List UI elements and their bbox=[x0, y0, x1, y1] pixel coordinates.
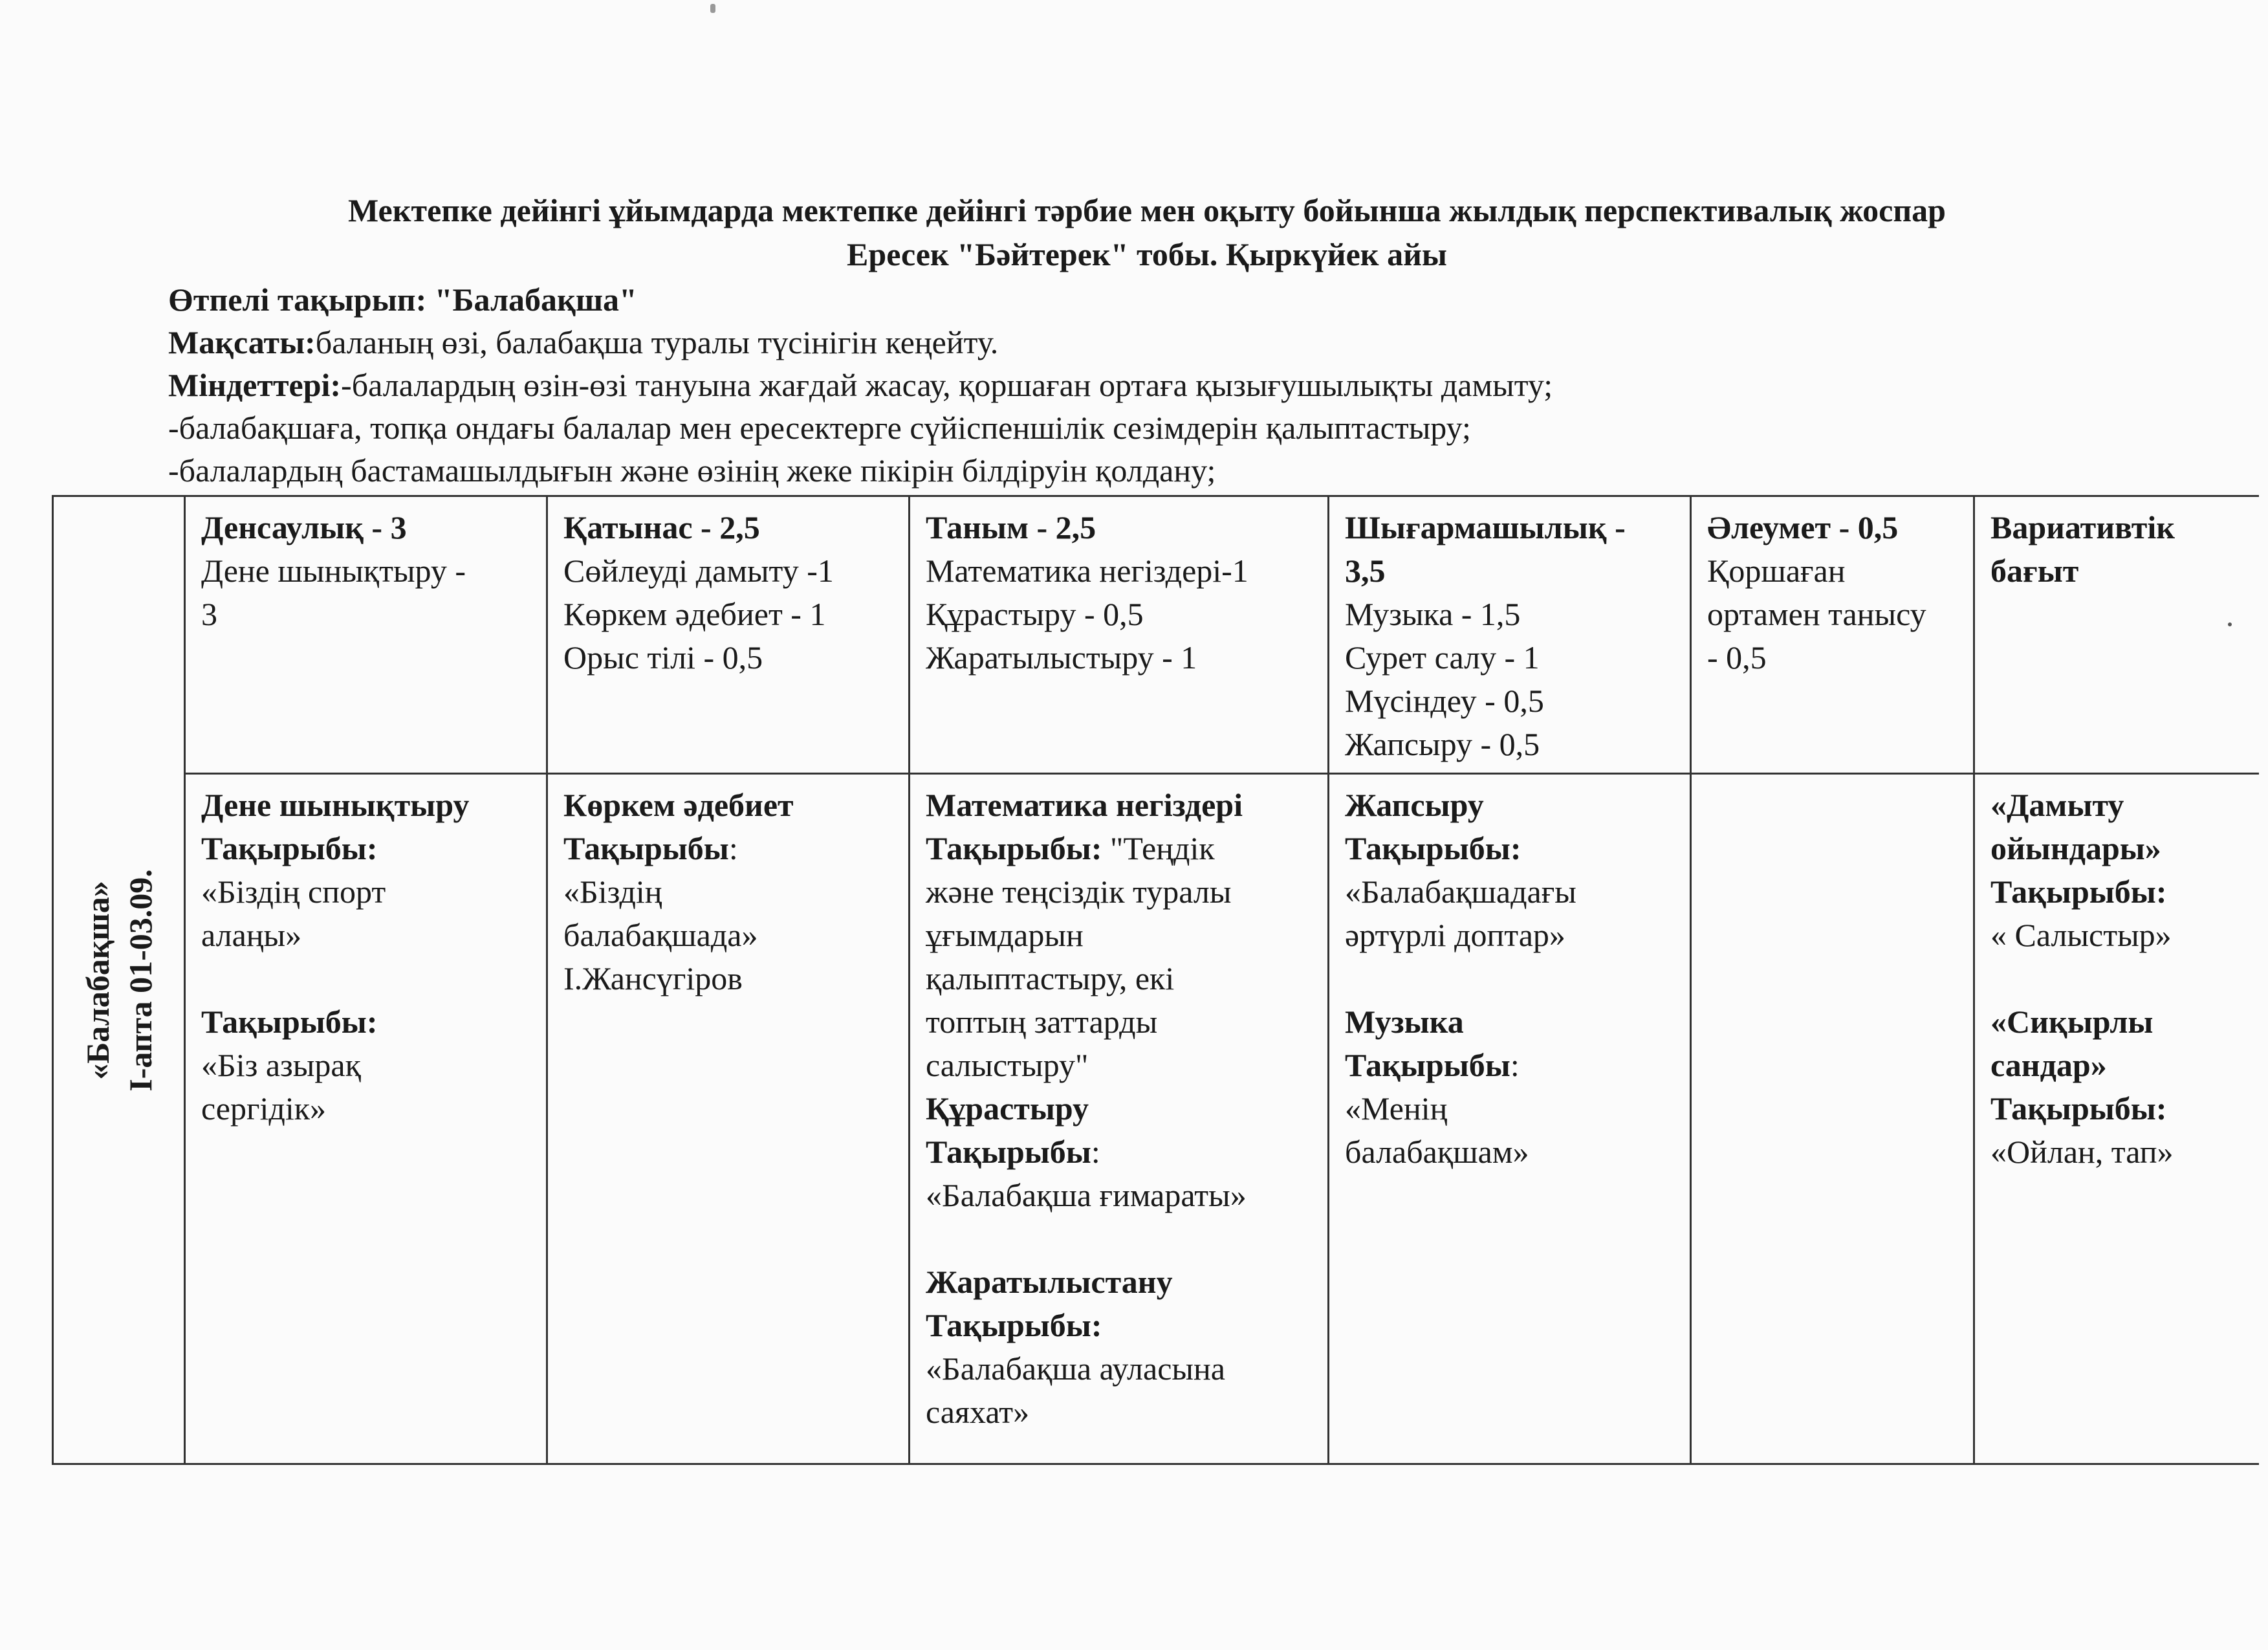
topic-value-cont: балабақшам» bbox=[1345, 1134, 1529, 1170]
topic-value: «Балабақша ғимараты» bbox=[926, 1177, 1247, 1213]
area-health-title: Денсаулық - 3 bbox=[201, 509, 407, 545]
topic-value-cont: алаңы» bbox=[201, 917, 302, 953]
topic-value: «Менің bbox=[1345, 1090, 1448, 1127]
topic-label: Тақырыбы: bbox=[1990, 1090, 2167, 1127]
topic-label: Тақырыбы: bbox=[1345, 830, 1521, 866]
task-2: -балабақшаға, топқа ондағы балалар мен ересектерге сүйіспеншілік сезімдерін қалыптастыру; bbox=[168, 410, 1471, 446]
topic-label: Тақырыбы: bbox=[201, 830, 378, 866]
topic-value-cont: саяхат» bbox=[926, 1394, 1030, 1430]
topic-value-cont: топтың заттарды bbox=[926, 1004, 1158, 1040]
topic-value: « Салыстыр» bbox=[1990, 917, 2172, 953]
topic-value: «Біз азырақ bbox=[201, 1047, 361, 1083]
area-health-item: Дене шынықтыру - bbox=[201, 553, 466, 589]
area-cognition-item: Жаратылыстыру - 1 bbox=[926, 639, 1197, 676]
activity-heading: Музыка bbox=[1345, 1004, 1464, 1040]
topic-value-cont: қалыптастыру, екі bbox=[926, 960, 1175, 996]
goal-value: баланың өзі, балабақша туралы түсінігін кеңейту. bbox=[315, 324, 999, 360]
topic-value: «Балабақша ауласына bbox=[926, 1350, 1225, 1387]
tasks-label: Міндеттері: bbox=[168, 367, 342, 403]
area-social-item: Қоршаған bbox=[1707, 553, 1846, 589]
week1-health-cell bbox=[185, 774, 547, 1464]
area-cognition bbox=[910, 496, 1329, 774]
area-creativity-item: Жапсыру - 0,5 bbox=[1345, 726, 1540, 762]
area-communication-title: Қатынас - 2,5 bbox=[563, 509, 760, 545]
topic-value: «Біздің спорт bbox=[201, 874, 386, 910]
activity-heading: Жапсыру bbox=[1345, 787, 1484, 823]
topic-label: Тақырыбы bbox=[1345, 1047, 1510, 1083]
activity-heading: Құрастыру bbox=[926, 1090, 1089, 1127]
week-theme: «Балабақша» bbox=[79, 880, 116, 1080]
week1-variative-cell bbox=[1974, 774, 2259, 1464]
scan-dot bbox=[2228, 622, 2232, 626]
area-creativity bbox=[1329, 496, 1691, 774]
area-health bbox=[185, 496, 547, 774]
week-label-cell bbox=[53, 496, 185, 1464]
week1-communication-cell bbox=[547, 774, 910, 1464]
activity-heading: «Дамыту bbox=[1990, 787, 2124, 823]
area-health-item-hours: 3 bbox=[201, 596, 217, 632]
area-cognition-item: Құрастыру - 0,5 bbox=[926, 596, 1144, 632]
area-cognition-item: Математика негіздері-1 bbox=[926, 553, 1248, 589]
topic-label: Тақырыбы: bbox=[1990, 874, 2167, 910]
goal-label: Мақсаты: bbox=[168, 324, 316, 360]
tasks bbox=[168, 364, 2238, 406]
area-communication-item: Сөйлеуді дамыту -1 bbox=[563, 553, 834, 589]
topic-label: Тақырыбы: bbox=[201, 1004, 378, 1040]
plan-intro bbox=[168, 278, 2238, 492]
activity-heading: Математика негіздері bbox=[926, 787, 1243, 823]
area-social-item: ортамен танысу bbox=[1707, 596, 1926, 632]
area-creativity-title: Шығармашылық - bbox=[1345, 509, 1626, 545]
week1-activities-row bbox=[53, 774, 2259, 1464]
theme-label: Өтпелі тақырып: bbox=[168, 281, 427, 318]
transition-theme bbox=[168, 278, 2238, 321]
activity-heading-cont: сандар» bbox=[1990, 1047, 2107, 1083]
area-cognition-title: Таным - 2,5 bbox=[926, 509, 1096, 545]
task-1: -балалардың өзін-өзі тануына жағдай жасау, қоршаған ортаға қызығушылықты дамыту; bbox=[341, 367, 1553, 403]
topic-colon: : bbox=[1091, 1134, 1100, 1170]
topic-author: I.Жансүгіров bbox=[563, 960, 743, 996]
area-creativity-item: Музыка - 1,5 bbox=[1345, 596, 1521, 632]
area-communication bbox=[547, 496, 910, 774]
week-dates: I-апта 01-03.09. bbox=[122, 868, 158, 1092]
topic-value-cont: сергідік» bbox=[201, 1090, 327, 1127]
topic-value-cont: салыстыру" bbox=[926, 1047, 1089, 1083]
week1-creativity-cell bbox=[1329, 774, 1691, 1464]
activity-heading-cont: ойындары» bbox=[1990, 830, 2161, 866]
week-label bbox=[76, 869, 162, 1092]
goal bbox=[168, 321, 2238, 364]
area-social-item-hours: - 0,5 bbox=[1707, 639, 1767, 676]
area-communication-item: Орыс тілі - 0,5 bbox=[563, 639, 763, 676]
topic-label: Тақырыбы bbox=[926, 1134, 1091, 1170]
topic-value: «Ойлан, тап» bbox=[1990, 1134, 2174, 1170]
document-subtitle: Ересек "Бәйтерек" тобы. Қыркүйек айы bbox=[847, 236, 1447, 272]
area-social bbox=[1691, 496, 1974, 774]
plan-table bbox=[52, 495, 2259, 1465]
topic-label: Тақырыбы bbox=[563, 830, 729, 866]
topic-value-cont: әртүрлі доптар» bbox=[1345, 917, 1565, 953]
area-social-title: Әлеумет - 0,5 bbox=[1707, 509, 1899, 545]
week1-social-cell bbox=[1691, 774, 1974, 1464]
area-communication-item: Көркем әдебиет - 1 bbox=[563, 596, 826, 632]
topic-colon: : bbox=[728, 830, 738, 866]
area-variative bbox=[1974, 496, 2259, 774]
topic-value-cont: және теңсіздік туралы bbox=[926, 874, 1232, 910]
area-variative-title: Вариативтік bbox=[1990, 509, 2175, 545]
topic-colon: : bbox=[1510, 1047, 1520, 1083]
activity-heading: Жаратылыстану bbox=[926, 1264, 1173, 1300]
area-creativity-hours: 3,5 bbox=[1345, 553, 1386, 589]
topic-value: «Біздің bbox=[563, 874, 662, 910]
education-areas-row bbox=[53, 496, 2259, 774]
area-creativity-item: Мүсіндеу - 0,5 bbox=[1345, 683, 1544, 719]
week1-cognition-cell bbox=[910, 774, 1329, 1464]
activity-heading: Көркем әдебиет bbox=[563, 787, 794, 823]
topic-value: «Балабақшадағы bbox=[1345, 874, 1576, 910]
activity-heading: Дене шынықтыру bbox=[201, 787, 470, 823]
topic-value-cont: балабақшада» bbox=[563, 917, 758, 953]
scan-speck bbox=[710, 4, 715, 13]
theme-value: "Балабақша" bbox=[426, 281, 637, 318]
task-3: -балалардың бастамашылдығын және өзінің жеке пікірін білдіруін қолдану; bbox=[168, 452, 1216, 489]
activity-heading: «Сиқырлы bbox=[1990, 1004, 2154, 1040]
document-title: Мектепке дейінгі ұйымдарда мектепке дейінгі тәрбие мен оқыту бойынша жылдық перспективалық жоспар bbox=[348, 192, 1946, 228]
topic-value: "Теңдік bbox=[1102, 830, 1215, 866]
topic-label: Тақырыбы: bbox=[926, 830, 1102, 866]
area-creativity-item: Сурет салу - 1 bbox=[1345, 639, 1540, 676]
area-variative-title-cont: бағыт bbox=[1990, 553, 2079, 589]
topic-label: Тақырыбы: bbox=[926, 1307, 1102, 1343]
topic-value-cont: ұғымдарын bbox=[926, 917, 1084, 953]
